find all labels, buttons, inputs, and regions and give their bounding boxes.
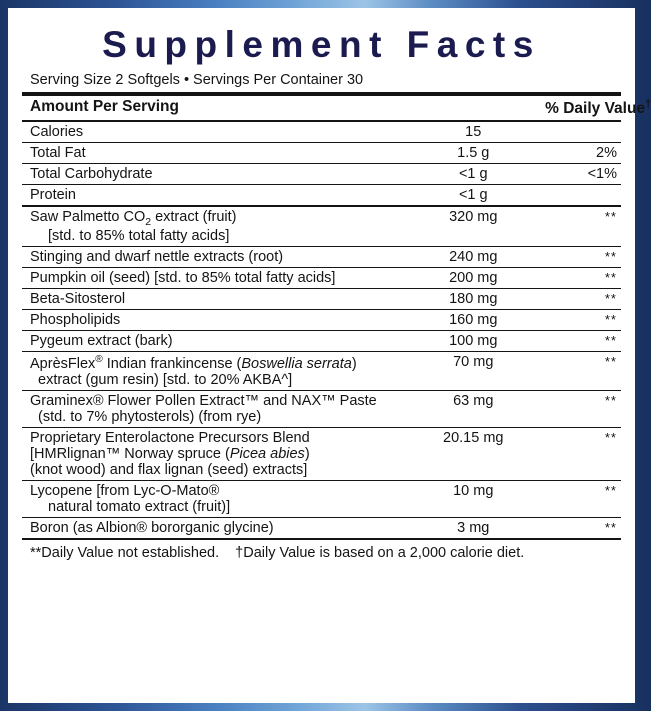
header-spacer bbox=[401, 94, 545, 121]
header-amount-per-serving: Amount Per Serving bbox=[22, 94, 401, 121]
row-name-line1: Saw Palmetto $CO_2$ extract (fruit) bbox=[30, 209, 237, 229]
row-amount: 100 mg bbox=[401, 331, 545, 352]
row-amount: <1 g bbox=[401, 164, 545, 185]
row-amount: 1.5 g bbox=[401, 143, 545, 164]
row-dv: ** bbox=[545, 517, 621, 539]
table-row bbox=[22, 268, 621, 289]
row-amount: 3 mg bbox=[401, 517, 545, 539]
footnotes bbox=[22, 545, 621, 561]
row-dv: ** bbox=[545, 310, 621, 331]
row-dv: ** bbox=[545, 480, 621, 517]
row-name-line2: extract (gum resin) [std. to 20% AKBA^] bbox=[38, 371, 293, 388]
row-dv: <1% bbox=[545, 164, 621, 185]
row-amount: 63 mg bbox=[401, 390, 545, 427]
table-row bbox=[22, 289, 621, 310]
table-row bbox=[22, 517, 621, 539]
row-name-line2: (std. to 7% phytosterols) (from rye) bbox=[38, 408, 262, 425]
table-header-row bbox=[22, 94, 621, 121]
row-name bbox=[22, 480, 401, 517]
row-name: Phospholipids bbox=[22, 310, 401, 331]
serving-size-line: Serving Size 2 Softgels • Servings Per Container 30 bbox=[30, 72, 364, 88]
row-name-line3: (knot wood) and flax lignan (seed) extracts] bbox=[30, 461, 308, 478]
row-amount: 20.15 mg bbox=[401, 427, 545, 480]
row-dv: ** bbox=[545, 427, 621, 480]
header-daily-value: % Daily Value† bbox=[545, 94, 621, 121]
row-name-line1: Lycopene [from Lyc-O-Mato® bbox=[30, 482, 220, 499]
row-dv: ** bbox=[545, 390, 621, 427]
row-name: Total Fat bbox=[22, 143, 401, 164]
row-dv: ** bbox=[545, 331, 621, 352]
row-name bbox=[22, 206, 401, 246]
row-dv bbox=[545, 121, 621, 143]
table-bottom-rule bbox=[22, 539, 621, 540]
row-amount: 200 mg bbox=[401, 268, 545, 289]
table-row bbox=[22, 331, 621, 352]
supplement-facts-panel bbox=[8, 8, 651, 703]
row-dv: ** bbox=[545, 352, 621, 391]
row-dv: ** bbox=[545, 247, 621, 268]
row-amount: 10 mg bbox=[401, 480, 545, 517]
row-name-line1: Graminex® Flower Pollen Extract™ and NAX™ Paste bbox=[30, 392, 377, 409]
row-amount: 70 mg bbox=[401, 352, 545, 391]
row-amount: <1 g bbox=[401, 185, 545, 207]
row-name: Total Carbohydrate bbox=[22, 164, 401, 185]
row-name-line1: Proprietary Enterolactone Precursors Blend bbox=[30, 429, 310, 446]
row-name-line1: AprèsFlex® Indian frankincense (Boswellia serrata) bbox=[30, 354, 357, 372]
table-row bbox=[22, 352, 621, 391]
row-name-line2: natural tomato extract (fruit)] bbox=[48, 498, 231, 515]
table-row bbox=[22, 427, 621, 480]
table-row bbox=[22, 390, 621, 427]
table-row bbox=[22, 185, 621, 207]
table-row bbox=[22, 247, 621, 268]
row-name: Protein bbox=[22, 185, 401, 207]
row-dv: ** bbox=[545, 206, 621, 246]
row-amount: 15 bbox=[401, 121, 545, 143]
row-name: Pygeum extract (bark) bbox=[22, 331, 401, 352]
row-name bbox=[22, 390, 401, 427]
footnote-dagger: †Daily Value is based on a 2,000 calorie diet. bbox=[235, 544, 525, 561]
table-row bbox=[22, 206, 621, 246]
row-name-line2: [HMRlignan™ Norway spruce (Picea abies) bbox=[30, 445, 310, 462]
supplement-facts-table bbox=[22, 92, 651, 540]
footnote-star: **Daily Value not established. bbox=[30, 544, 220, 561]
row-name: Beta-Sitosterol bbox=[22, 289, 401, 310]
row-name: Stinging and dwarf nettle extracts (root) bbox=[22, 247, 401, 268]
row-amount: 160 mg bbox=[401, 310, 545, 331]
row-dv: 2% bbox=[545, 143, 621, 164]
row-name: Calories bbox=[22, 121, 401, 143]
row-name-line2: [std. to 85% total fatty acids] bbox=[48, 228, 230, 245]
row-dv bbox=[545, 185, 621, 207]
page-title: Supplement Facts bbox=[102, 24, 541, 65]
table-row bbox=[22, 143, 621, 164]
table-row bbox=[22, 121, 621, 143]
row-amount: 180 mg bbox=[401, 289, 545, 310]
row-name: Boron (as Albion® bororganic glycine) bbox=[22, 517, 401, 539]
row-name: Pumpkin oil (seed) [std. to 85% total fatty acids] bbox=[22, 268, 401, 289]
table-row bbox=[22, 164, 621, 185]
table-row bbox=[22, 310, 621, 331]
row-amount: 240 mg bbox=[401, 247, 545, 268]
row-name bbox=[22, 352, 401, 391]
row-dv: ** bbox=[545, 268, 621, 289]
row-amount: 320 mg bbox=[401, 206, 545, 246]
table-row bbox=[22, 480, 621, 517]
row-name bbox=[22, 427, 401, 480]
row-dv: ** bbox=[545, 289, 621, 310]
